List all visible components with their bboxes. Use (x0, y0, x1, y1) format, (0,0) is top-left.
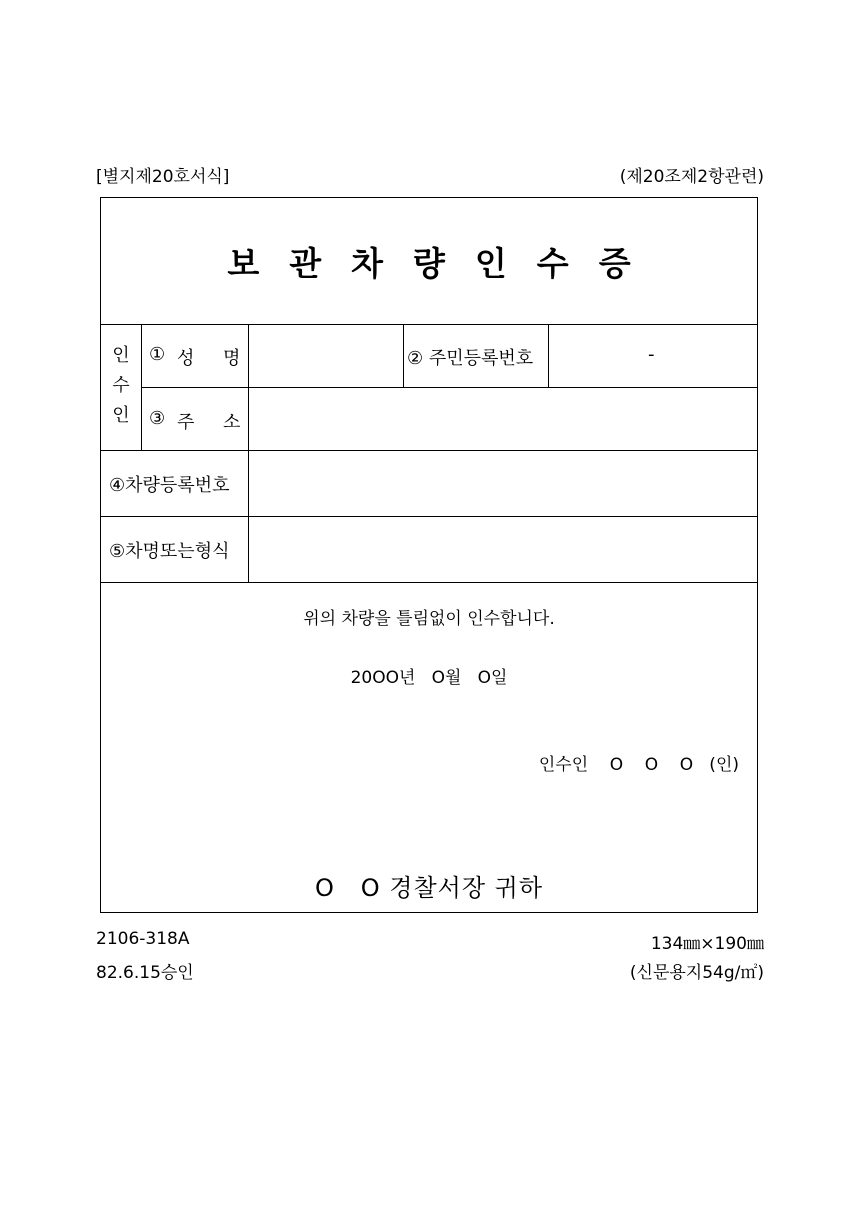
vehicle-model-label: ⑤차명또는형식 (109, 541, 230, 562)
date-line: 20OO년 O월 O일 (350, 668, 508, 688)
divider-name-row (141, 387, 757, 388)
address-label-number: ③ (149, 408, 166, 429)
recipient-group-char: 인 (112, 405, 130, 426)
divider-recipient-group (141, 324, 142, 450)
name-label-number: ① (149, 344, 166, 365)
vehicle-receipt-form (100, 197, 758, 913)
divider-model-row (101, 582, 757, 583)
divider-label-column (248, 324, 249, 582)
name-label-b: 명 (223, 348, 241, 369)
divider-reg-row (101, 516, 757, 517)
address-label-a: 주 (177, 412, 195, 433)
divider-rrn-label (548, 324, 549, 387)
form-size: 134㎜×190㎜ (650, 934, 764, 954)
confirm-statement: 위의 차량을 틀림없이 인수합니다. (303, 609, 555, 629)
divider-title (101, 324, 757, 325)
form-title: 보관차량인수증 (227, 243, 661, 283)
form-number-label: [별지제20호서식] (96, 167, 230, 187)
name-label-a: 성 (177, 348, 195, 369)
address-label-b: 소 (223, 412, 241, 433)
recipient-group-label (101, 341, 141, 431)
paper-spec: (신문용지54g/㎡) (629, 963, 764, 983)
divider-name-value (403, 324, 404, 387)
divider-address-row (101, 450, 757, 451)
recipient-group-char: 수 (112, 375, 130, 396)
form-code: 2106-318A (96, 929, 190, 949)
rrn-field[interactable]: - (648, 344, 655, 365)
recipient-group-char: 인 (112, 345, 130, 366)
approval-date: 82.6.15승인 (96, 963, 194, 983)
vehicle-reg-label: ④차량등록번호 (109, 475, 230, 496)
related-clause-label: (제20조제2항관련) (619, 167, 764, 187)
rrn-label: ② 주민등록번호 (407, 348, 534, 369)
recipient-signature: 인수인 O O O (인) (538, 755, 739, 775)
addressee-line: O O 경찰서장 귀하 (314, 874, 544, 902)
